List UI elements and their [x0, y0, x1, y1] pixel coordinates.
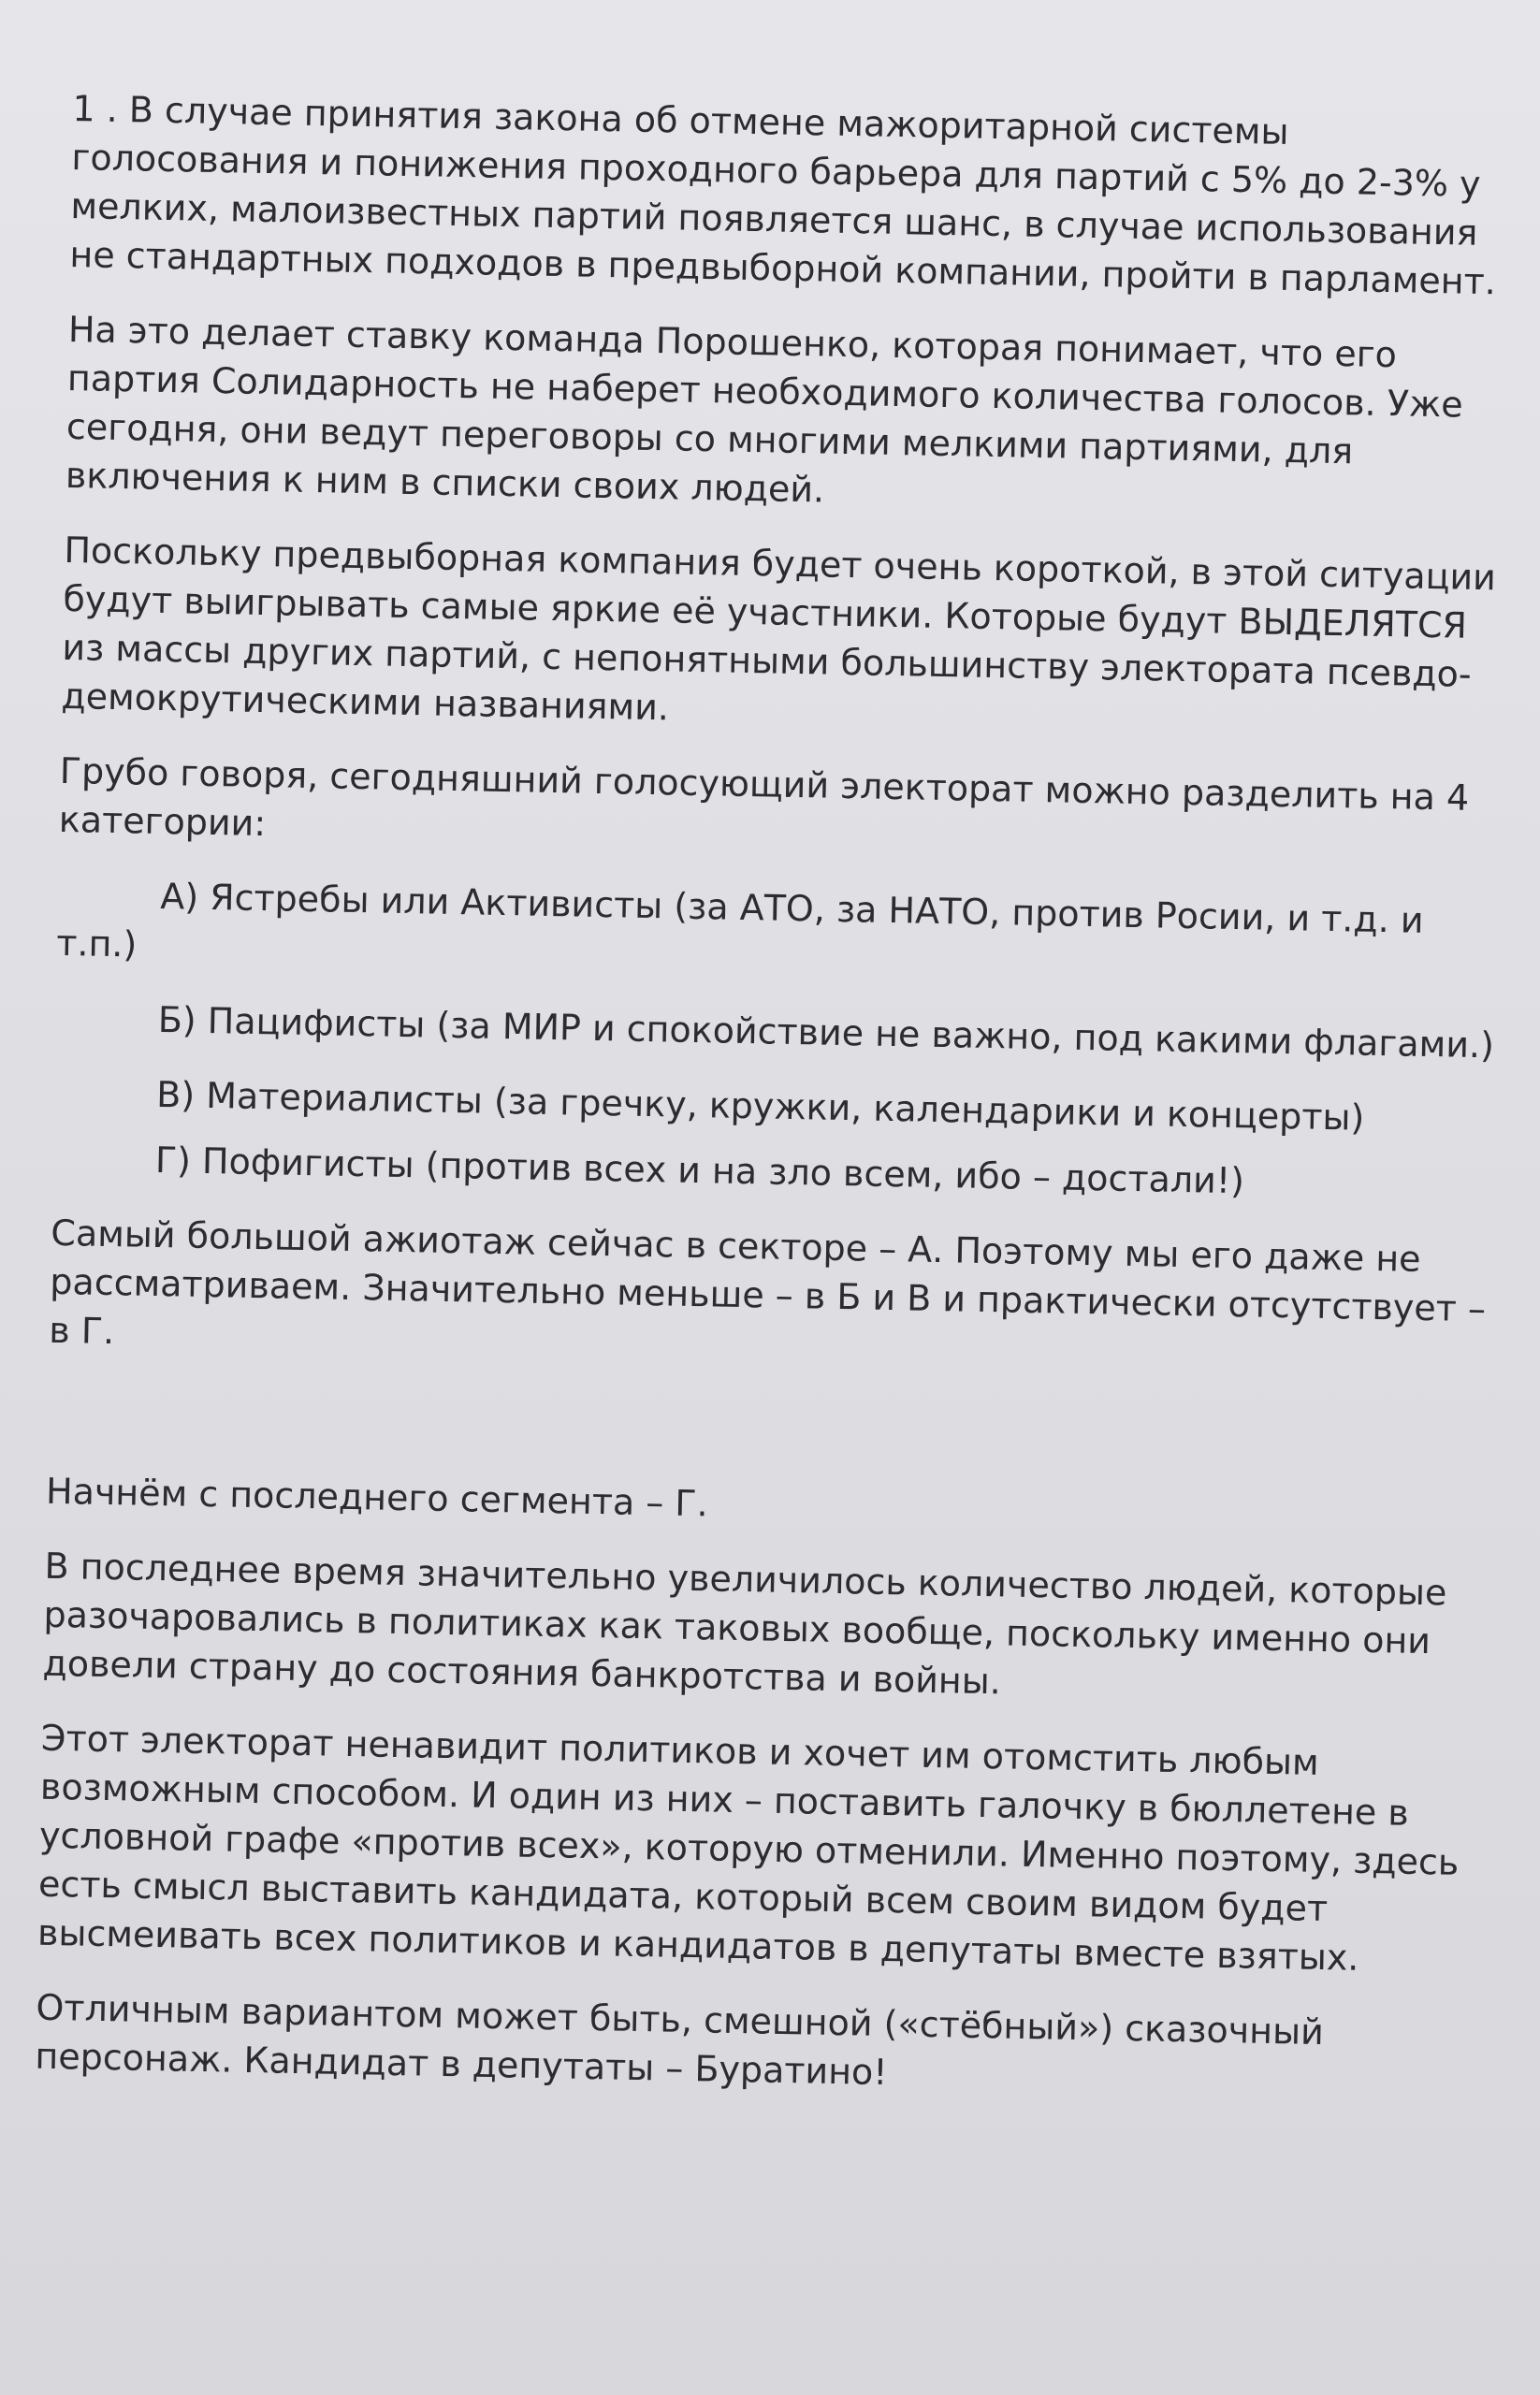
- category-b: Б) Пацифисты (за МИР и спокойствие не важно, под какими флагами.): [157, 998, 1495, 1067]
- paragraph-intro: 1 . В случае принятия закона об отмене мажоритарной системы голосования и понижения проходного барьера для партий с 5% до 2-3% у мелких, малоизвестных партий появляется шанс, в случае использования не стандартных подходов в предвыборной компании, пройти в парламент.: [69, 87, 1497, 303]
- paragraph-categories-intro: Грубо говоря, сегодняшний голосующий электорат можно разделить на 4 категории:: [58, 749, 1470, 845]
- category-v: В) Материалисты (за гречку, кружки, календарики и концерты): [155, 1073, 1365, 1139]
- category-a: А) Ястребы или Активисты (за АТО, за НАТО, против Росии, и т.д. и т.п.): [55, 875, 1424, 965]
- paragraph-buratino: Отличным вариантом может быть, смешной («стёбный») сказочный персонаж. Кандидат в депутаты – Буратино!: [35, 1986, 1325, 2094]
- paragraph-electorate: Этот электорат ненавидит политиков и хочет им отомстить любым возможным способом. И один из них – поставить галочку в бюллетене в условной графе «против всех», которую отменили. Именно поэтому, здесь есть смысл выставить кандидата, который всем своим видом будет высмеивать всех политиков и кандидатов в депутаты вместе взятых.: [36, 1717, 1460, 1979]
- document-text: [34, 84, 1513, 2134]
- paragraph-segment-g: Начнём с последнего сегмента – Г.: [45, 1470, 709, 1525]
- paragraph-poroshenko: На это делает ставку команда Порошенко, которая понимает, что его партия Солидарность не наберет необходимого количества голосов. Уже сегодня, они ведут переговоры со многими мелкими партиями, для включения к ним в списки своих людей.: [65, 308, 1463, 511]
- category-g: Г) Пофигисты (против всех и на зло всем, ибо – достали!): [154, 1139, 1245, 1202]
- paragraph-campaign: Поскольку предвыборная компания будет очень короткой, в этой ситуации будут выигрывать самые яркие её участники. Которые будут ВЫДЕЛЯТСЯ из массы других партий, с непонятными большинству электората псевдо-демокрутическими названиями.: [61, 529, 1497, 729]
- paragraph-sectors: Самый большой ажиотаж сейчас в секторе – А. Поэтому мы его даже не рассматриваем. Значительно меньше – в Б и В и практически отсутствует – в Г.: [49, 1212, 1487, 1353]
- paragraph-disappointed: В последнее время значительно увеличилось количество людей, которые разочаровались в политиках как таковых вообще, поскольку именно они довели страну до состояния банкротства и войны.: [42, 1545, 1447, 1703]
